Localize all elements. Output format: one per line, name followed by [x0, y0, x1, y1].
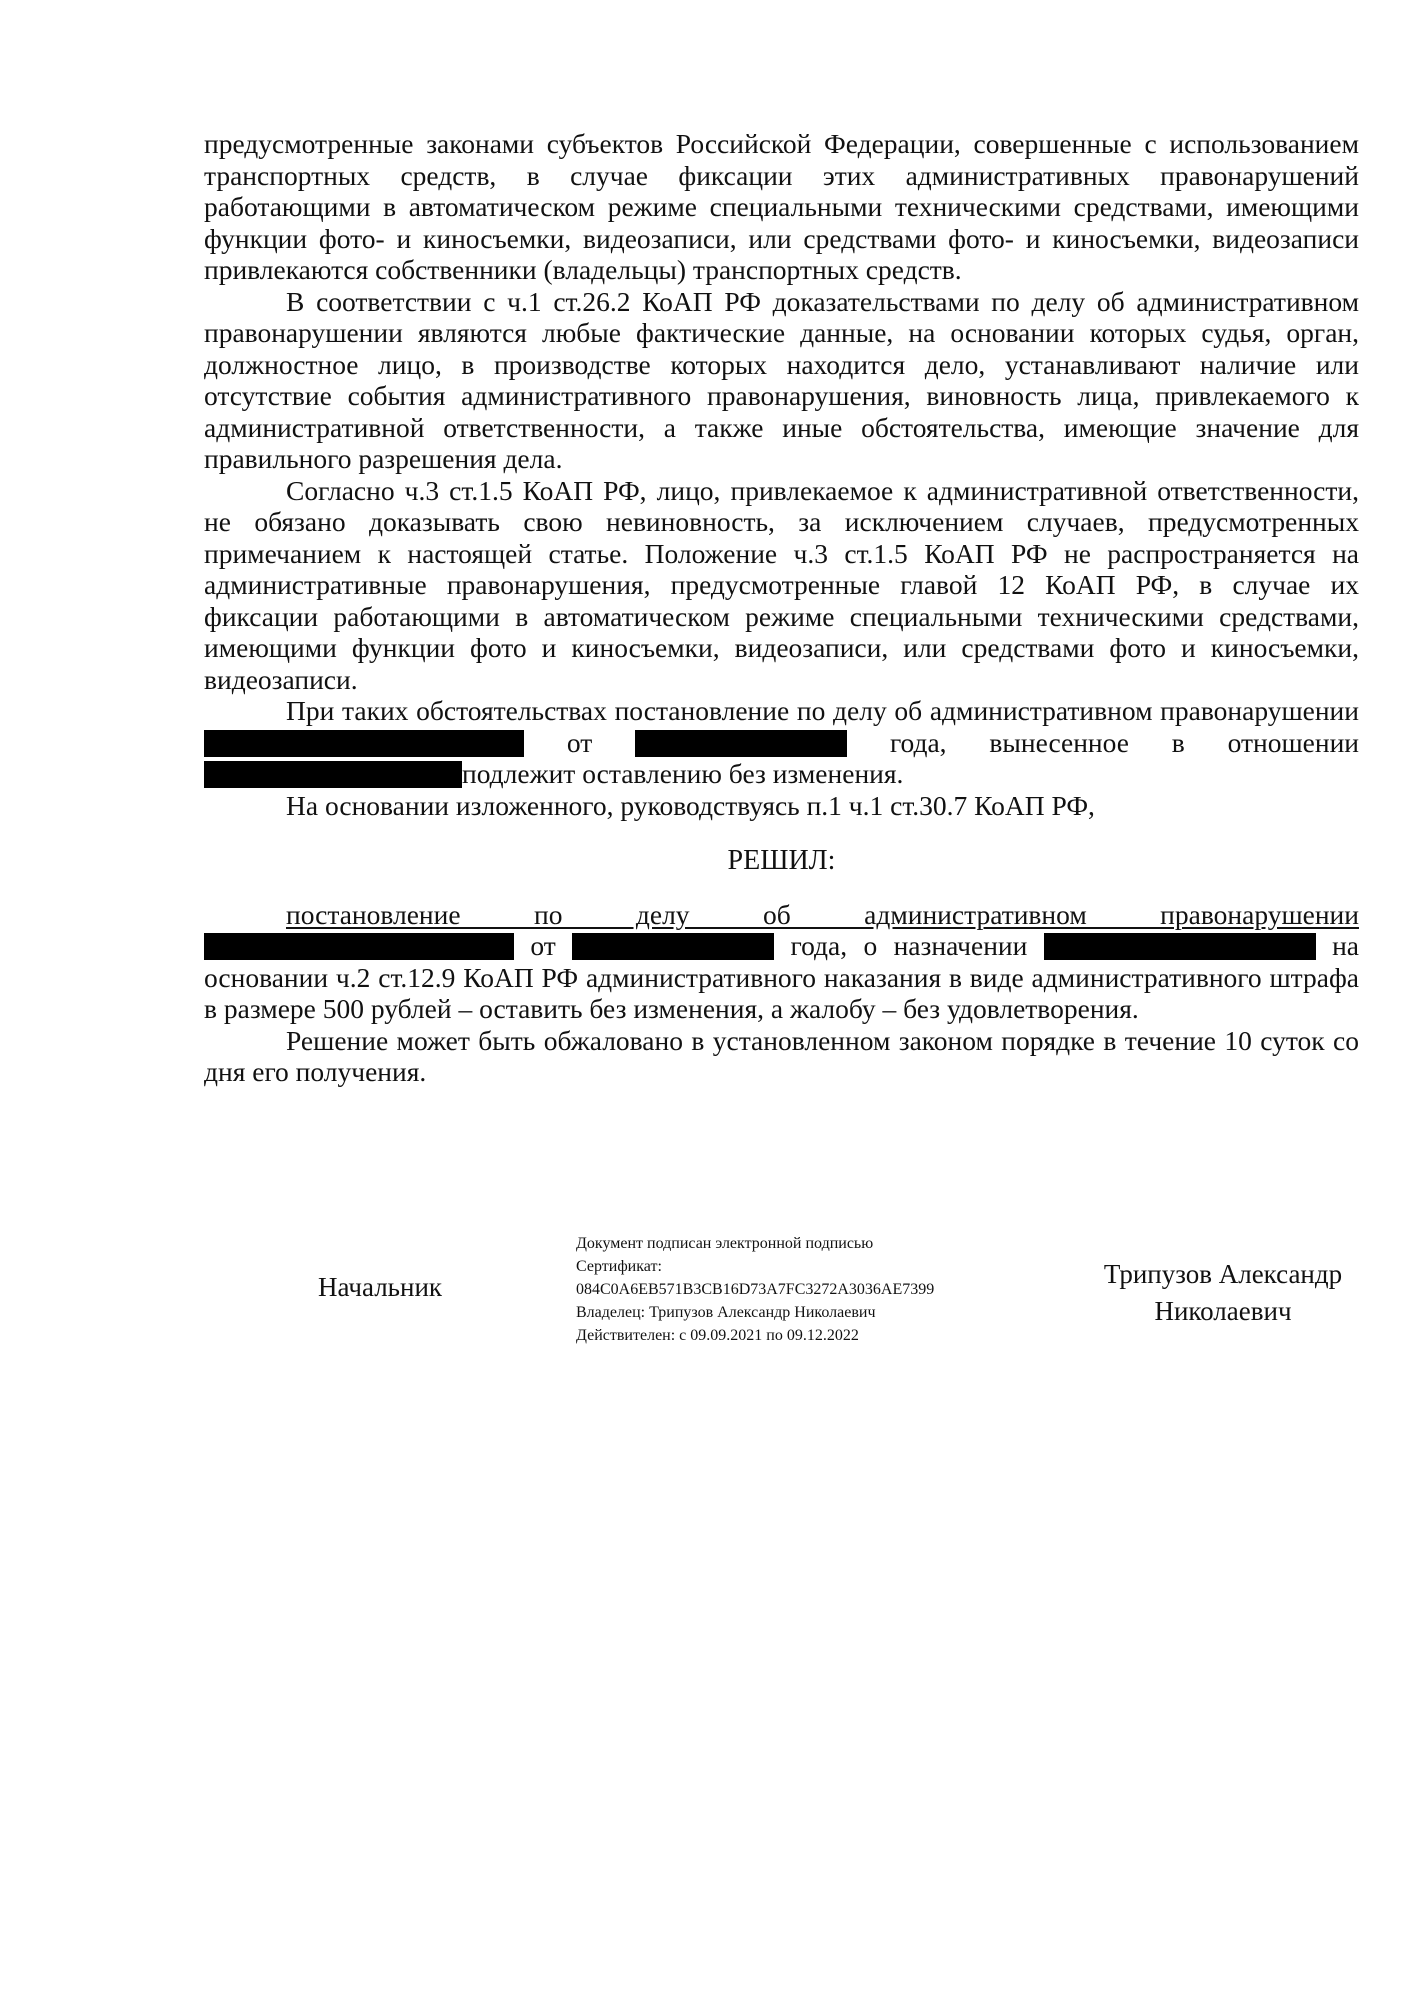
paragraph-6-text-2: от: [530, 930, 556, 961]
paragraph-5: На основании изложенного, руководствуясь п.1 ч.1 ст.30.7 КоАП РФ,: [286, 789, 1095, 821]
paragraph-4-text-1: При таких обстоятельствах постановление по делу об административном правонарушении: [286, 695, 1359, 726]
document-body: [204, 128, 1359, 1088]
paragraph-7: Решение может быть обжаловано в установленном законом порядке в течение 10 суток со дня его получения.: [204, 1024, 1359, 1087]
redaction-date: [635, 730, 847, 757]
stamp-line-1: Документ подписан электронной подписью: [576, 1235, 874, 1252]
stamp-certificate: 084C0A6EB571B3CB16D73A7FC3272A3036AE7399: [576, 1281, 935, 1298]
paragraph-4-text-2: от: [566, 726, 593, 758]
paragraph-6-text-1: постановление по делу об административном правонарушении: [286, 898, 1359, 930]
signatory-name-line-2: Николаевич: [1154, 1296, 1292, 1326]
paragraph-4-text-4: подлежит оставлению без изменения.: [462, 758, 904, 789]
signatory-title: Начальник: [318, 1272, 443, 1302]
paragraph-6-line-1: [204, 899, 1359, 931]
stamp-owner: Владелец: Трипузов Александр Николаевич: [576, 1304, 876, 1321]
paragraph-4: [204, 695, 1359, 790]
paragraph-6-text-4: на основании ч.2 ст.12.9 КоАП РФ административного наказания в виде административного штрафа в размере 500 рублей – оставить без изменения, а жалобу – без удовлетворения.: [204, 930, 1360, 1024]
paragraph-2: В соответствии с ч.1 ст.26.2 КоАП РФ доказательствами по делу об административном правонарушении являются любые фактические данные, на основании которых судья, орган, должностное лицо, в производстве которых находится дело, устанавливают наличие или отсутствие события административного правонарушения, виновность лица, привлекаемого к административной ответственности, а также иные обстоятельства, имеющие значение для правильного разрешения дела.: [204, 285, 1359, 474]
signatory-name-line-1: Трипузов Александр: [1103, 1259, 1343, 1289]
signatory-name: [1078, 1256, 1368, 1330]
redaction-date-2: [572, 933, 774, 960]
redaction-case-number: [204, 730, 524, 757]
paragraph-6-text-3: года, о назначении: [790, 930, 1028, 961]
stamp-line-2: Сертификат:: [576, 1258, 662, 1275]
paragraph-3: Согласно ч.3 ст.1.5 КоАП РФ, лицо, привлекаемое к административной ответственности, не обязано доказывать свою невиновность, за исключением случаев, предусмотренных примечанием к настоящей статье. Положение ч.3 ст.1.5 КоАП РФ не распространяется на административные правонарушения, предусмотренные главой 12 КоАП РФ, в случае их фиксации работающими в автоматическом режиме специальными техническими средствами, имеющими функции фото и киносъемки, видеозаписи, или средствами фото и киносъемки, видеозаписи.: [204, 474, 1359, 695]
paragraph-6: [204, 899, 1359, 1025]
redaction-case-number-2: [204, 933, 514, 960]
redaction-person: [204, 761, 462, 788]
signature-block: [0, 1232, 1415, 1362]
decision-heading: РЕШИЛ:: [727, 845, 836, 876]
paragraph-1: предусмотренные законами субъектов Российской Федерации, совершенные с использованием транспортных средств, в случае фиксации этих административных правонарушений работающими в автоматическом режиме специальными техническими средствами, имеющими функции фото- и киносъемки, видеозаписи, или средствами фото- и киносъемки, видеозаписи привлекаются собственники (владельцы) транспортных средств.: [204, 128, 1359, 285]
paragraph-4-text-3: года, вынесенное в отношении: [889, 726, 1360, 758]
stamp-validity: Действителен: с 09.09.2021 по 09.12.2022: [576, 1327, 859, 1344]
electronic-signature-stamp: [576, 1232, 1036, 1347]
redaction-person-2: [1044, 933, 1316, 960]
